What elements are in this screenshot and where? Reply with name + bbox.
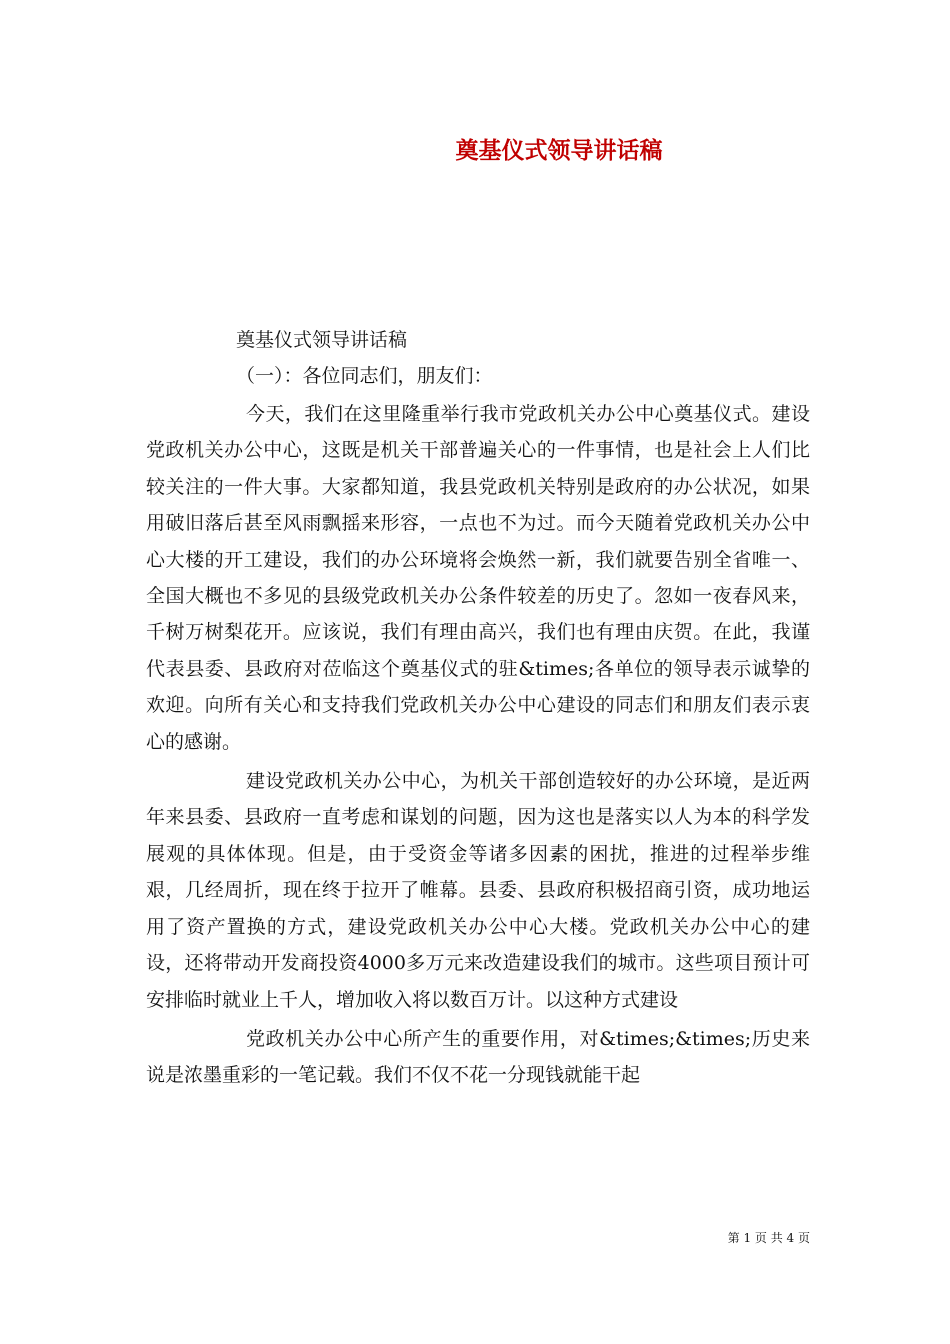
paragraph-3: 党政机关办公中心所产生的重要作用，对&times;&times;历史来说是浓墨重彩的一笔记载。我们不仅不花一分现钱就能干起: [146, 1027, 810, 1087]
document-title: 奠基仪式领导讲话稿: [455, 137, 663, 164]
page-number-footer: 第 1 页 共 4 页: [727, 1231, 810, 1245]
document-body: [146, 396, 810, 1097]
paragraph-1: 今天，我们在这里隆重举行我市党政机关办公中心奠基仪式。建设党政机关办公中心，这既是机关干部普遍关心的一件事情，也是社会上人们比较关注的一件大事。大家都知道，我县党政机关特别是政府的办公状况，如果用破旧落后甚至风雨飘摇来形容，一点也不为过。而今天随着党政机关办公中心大楼的开工建设，我们的办公环境将会焕然一新，我们就要告别全省唯一、全国大概也不多见的县级党政机关办公条件较差的历史了。忽如一夜春风来，千树万树梨花开。应该说，我们有理由高兴，我们也有理由庆贺。在此，我谨代表县委、县政府对莅临这个奠基仪式的驻&times;各单位的领导表示诚挚的欢迎。向所有关心和支持我们党政机关办公中心建设的同志们和朋友们表示衷心的感谢。: [146, 403, 810, 753]
greeting-line: （一）：各位同志们，朋友们：: [236, 365, 493, 387]
paragraph-2: 建设党政机关办公中心，为机关干部创造较好的办公环境，是近两年来县委、县政府一直考虑和谋划的问题，因为这也是落实以人为本的科学发展观的具体体现。但是，由于受资金等诸多因素的困扰，推进的过程举步维艰，几经周折，现在终于拉开了帷幕。县委、县政府积极招商引资，成功地运用了资产置换的方式，建设党政机关办公中心大楼。党政机关办公中心的建设，还将带动开发商投资4000多万元来改造建设我们的城市。这些项目预计可安排临时就业上千人，增加收入将以数百万计。以这种方式建设: [146, 770, 810, 1011]
document-subtitle: 奠基仪式领导讲话稿: [236, 329, 408, 351]
